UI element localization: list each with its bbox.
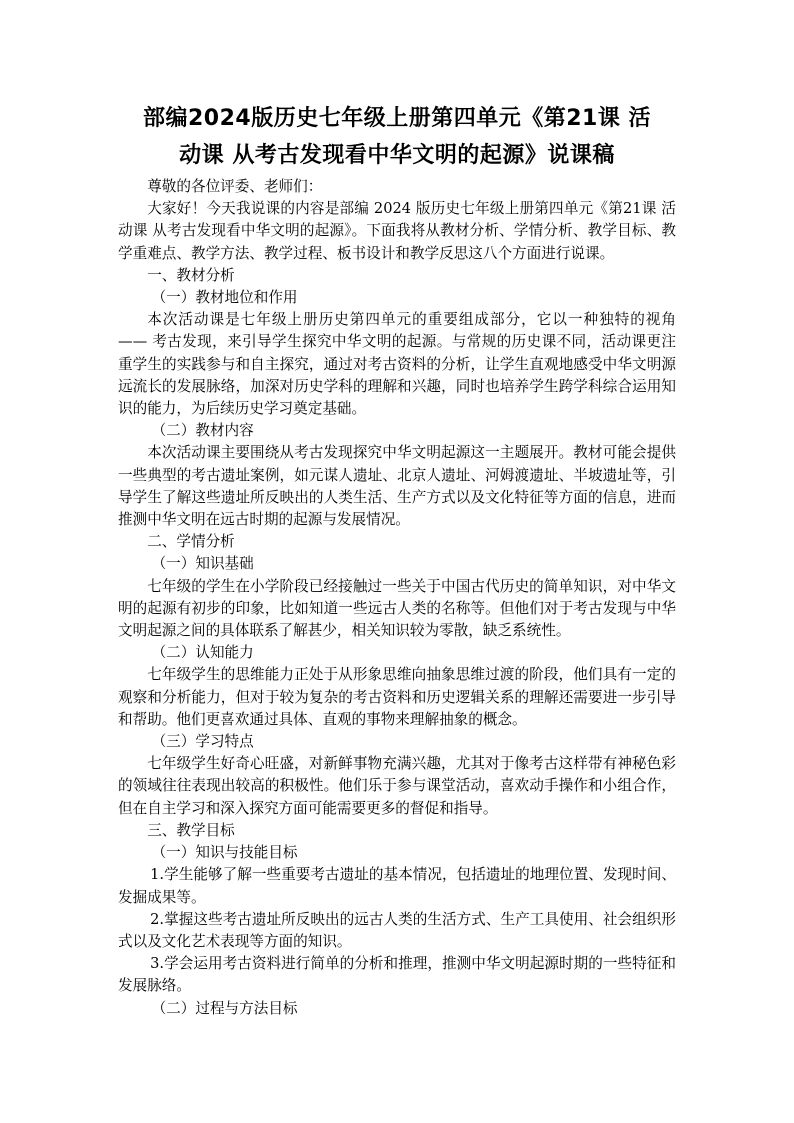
body-paragraph: 七年级学生好奇心旺盛，对新鲜事物充满兴趣，尤其对于像考古这样带有神秘色彩的领域往往表现出较高的积极性。他们乐于参与课堂活动，喜欢动手操作和小组合作，但在自主学习和深入探究方面可能需要更多的督促和指导。 bbox=[118, 755, 676, 817]
body-paragraph: 本次活动课是七年级上册历史第四单元的重要组成部分，它以一种独特的视角 —— 考古发现，来引导学生探究中华文明的起源。与常规的历史课不同，活动课更注重学生的实践参与和自主探究，通过对考古资料的分析，让学生直观地感受中华文明源远流长的发展脉络，加深对历史学科的理解和兴趣，同时也培养学生跨学科综合运用知识的能力，为后续历史学习奠定基础。 bbox=[118, 311, 676, 418]
subsection-heading: （一）教材地位和作用 bbox=[151, 289, 298, 307]
section-heading: 二、学情分析 bbox=[147, 533, 235, 551]
document-title bbox=[118, 100, 676, 174]
subsection-heading: （一）知识与技能目标 bbox=[151, 844, 298, 862]
section-heading: 三、教学目标 bbox=[147, 821, 235, 839]
subsection-heading: （一）知识基础 bbox=[151, 555, 254, 573]
subsection-heading: （三）学习特点 bbox=[151, 733, 254, 751]
body-paragraph: 本次活动课主要围绕从考古发现探究中华文明起源这一主题展开。教材可能会提供一些典型的考古遗址案例，如元谋人遗址、北京人遗址、河姆渡遗址、半坡遗址等，引导学生了解这些遗址所反映出的人类生活、生产方式以及文化特征等方面的信息，进而推测中华文明在远古时期的起源与发展情况。 bbox=[118, 444, 676, 529]
subsection-heading: （二）教材内容 bbox=[151, 422, 254, 440]
numbered-item: 2.掌握这些考古遗址所反映出的远古人类的生活方式、生产工具使用、社会组织形式以及文化艺术表现等方面的知识。 bbox=[118, 910, 676, 950]
title-line-1: 部编2024版历史七年级上册第四单元《第21课 活 bbox=[142, 106, 651, 131]
body-paragraph: 七年级学生的思维能力正处于从形象思维向抽象思维过渡的阶段，他们具有一定的观察和分析能力，但对于较为复杂的考古资料和历史逻辑关系的理解还需要进一步引导和帮助。他们更喜欢通过具体、直观的事物来理解抽象的概念。 bbox=[118, 666, 676, 728]
body-paragraph: 七年级的学生在小学阶段已经接触过一些关于中国古代历史的简单知识，对中华文明的起源有初步的印象，比如知道一些远古人类的名称等。但他们对于考古发现与中华文明起源之间的具体联系了解甚少，相关知识较为零散，缺乏系统性。 bbox=[118, 577, 676, 640]
subsection-heading: （二）认知能力 bbox=[151, 644, 254, 662]
document-body bbox=[118, 176, 676, 1020]
greeting: 尊敬的各位评委、老师们： bbox=[147, 178, 323, 195]
title-line-2: 动课 从考古发现看中华文明的起源》说课稿 bbox=[179, 143, 615, 168]
section-heading: 一、教材分析 bbox=[147, 266, 235, 284]
numbered-item: 3.学会运用考古资料进行简单的分析和推理，推测中华文明起源时期的一些特征和发展脉络。 bbox=[118, 955, 676, 995]
intro-paragraph: 大家好！今天我说课的内容是部编 2024 版历史七年级上册第四单元《第21课 活动课 从考古发现看中华文明的起源》。下面我将从教材分析、学情分析、教学目标、教学重难点、教学方法、教学过程、板书设计和教学反思这八个方面进行说课。 bbox=[118, 200, 676, 262]
subsection-heading: （二）过程与方法目标 bbox=[151, 999, 298, 1017]
numbered-item: 1.学生能够了解一些重要考古遗址的基本情况，包括遗址的地理位置、发现时间、发掘成果等。 bbox=[118, 866, 676, 906]
document-page bbox=[118, 100, 676, 1020]
